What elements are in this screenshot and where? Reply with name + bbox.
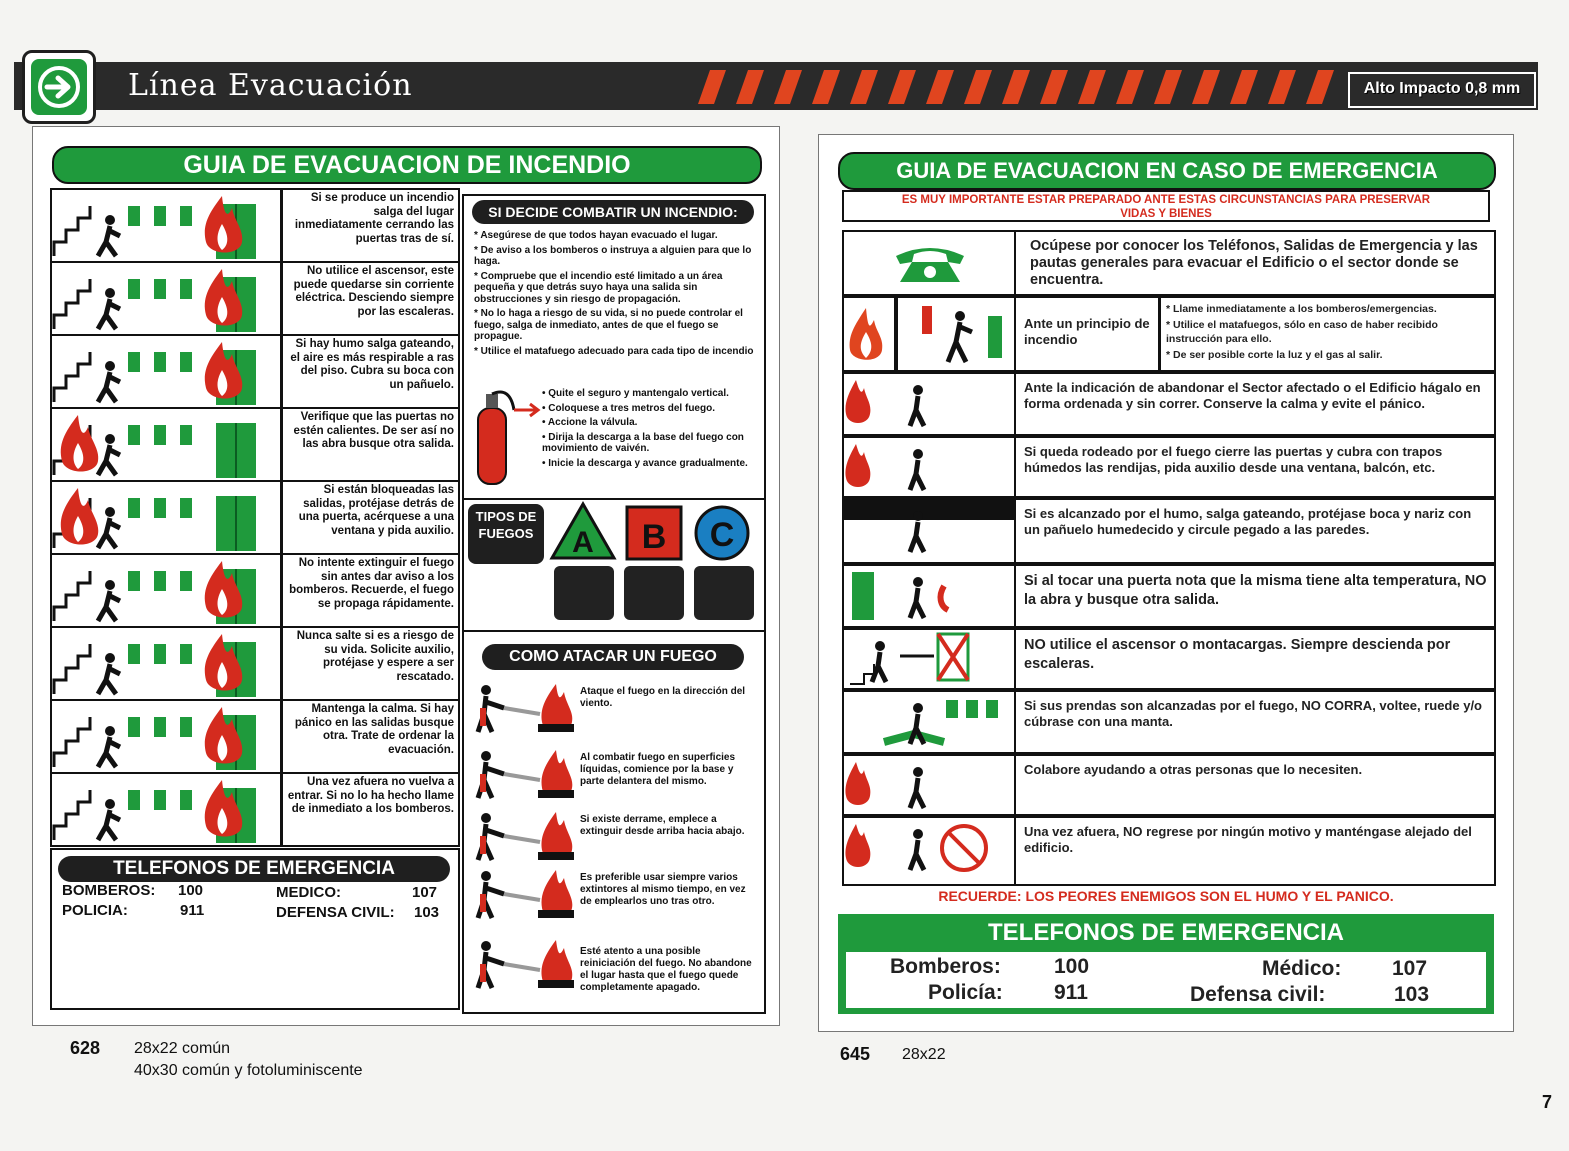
flame-icon: [846, 306, 886, 366]
combat-item-text: No lo haga a riesgo de su vida, si no puede controlar el fuego, salga de inmediato, antes de que el fuego se propague.: [474, 308, 743, 342]
right-sign-subtitle: ES MUY IMPORTANTE ESTAR PREPARADO ANTE ESTAS CIRCUNSTANCIAS PARA PRESERVAR VIDAS Y BIENES: [842, 190, 1490, 222]
phone-label-defensa: Defensa civil:: [1190, 983, 1326, 1006]
bullet-dot: •: [542, 457, 549, 469]
divider: [894, 298, 898, 370]
extinguisher-item-text: Dirija la descarga a la base del fuego con movimiento de vaivén.: [542, 431, 744, 454]
combat-item-text: Compruebe que el incendio esté limitado a un área pequeña y que detrás suyo haya una salida sin obstrucciones y sin riesgo de propagación.: [474, 270, 723, 305]
line-title: Línea Evacuación: [128, 68, 413, 103]
combat-item: [474, 271, 758, 306]
phone-label-bomberos: Bomberos:: [890, 955, 1001, 978]
right-row-text: Si sus prendas son alcanzadas por el fuego, NO CORRA, voltee, ruede y/o cúbrase con una manta.: [1024, 698, 1483, 729]
telephone-icon: [890, 242, 970, 284]
combat-item: [474, 308, 758, 343]
left-row: [50, 626, 460, 701]
fire-class-c-icon: [692, 504, 752, 562]
solid-fuel-icon: [554, 566, 614, 620]
fire-class-a-icon: [548, 500, 618, 562]
combat-item: [474, 230, 758, 242]
left-row: [50, 480, 460, 555]
left-row: [50, 407, 460, 482]
left-size-1: 28x22 común: [134, 1040, 231, 1057]
bullet-asterisk: *: [474, 244, 481, 256]
fire-start-item: * De ser posible corte la luz y el gas al salir.: [1166, 349, 1383, 361]
left-phones-title: TELEFONOS DE EMERGENCIA: [58, 856, 450, 882]
left-row: [50, 261, 460, 336]
combat-item: [474, 245, 758, 268]
right-row-pic: [844, 692, 1016, 752]
right-row-phones: [842, 230, 1496, 296]
emergency-scene-icon: [844, 566, 1014, 626]
combat-item-text: Utilice el matafuego adecuado para cada tipo de incendio: [480, 345, 754, 357]
right-row-text: Una vez afuera, NO regrese por ningún motivo y manténgase alejado del edificio.: [1024, 824, 1472, 855]
left-row-text: Si se produce un incendio salga del lugar inmediatamente cerrando las puertas tras de sí.: [294, 192, 454, 245]
evacuation-scene-icon: [52, 409, 280, 478]
extinguisher-item-text: Coloquese a tres metros del fuego.: [548, 402, 715, 414]
extinguisher-item: [542, 388, 756, 400]
evacuation-scene-icon: [52, 482, 280, 551]
extinguisher-item: [542, 417, 756, 429]
right-row-fire-start: [842, 296, 1496, 372]
phone-number-defensa: 103: [414, 904, 440, 921]
right-row-text: Colabore ayudando a otras personas que lo necesiten.: [1024, 762, 1363, 777]
left-row-pic: [52, 409, 283, 480]
fire-class-b-letter: B: [641, 518, 667, 556]
right-row: [842, 498, 1496, 564]
left-row-pic: [52, 263, 283, 334]
fire-class-b-icon: [624, 504, 684, 562]
fire-class-a-letter: A: [572, 526, 594, 559]
right-row-pic: [844, 438, 1016, 496]
left-row-pic: [52, 482, 283, 553]
left-row-text: Mantenga la calma. Si hay pánico en las salidas busque otra. Trate de ordenar la evacuación.: [294, 703, 454, 756]
fire-types-label: TIPOS DE FUEGOS: [468, 504, 544, 564]
left-row: [50, 772, 460, 847]
right-row: [842, 690, 1496, 754]
left-row-text: Si hay humo salga gateando, el aire es más respirable a ras del piso. Cubra su boca con un pañuelo.: [290, 338, 454, 391]
electrical-fire-icon: [694, 566, 754, 620]
phone-number-bomberos: 100: [178, 882, 204, 899]
evacuation-scene-icon: [52, 628, 280, 697]
phone-number-policia: 911: [180, 902, 205, 919]
phone-number-defensa: 103: [1394, 983, 1430, 1006]
extinguisher-item-text: Quite el seguro y mantengalo vertical.: [548, 388, 729, 399]
left-row-pic: [52, 774, 283, 845]
right-row-text: Ante la indicación de abandonar el Sector afectado o el Edificio hágalo en forma ordenada y sin correr. Conserve la calma y evite el pánico.: [1024, 380, 1481, 411]
emergency-scene-icon: [844, 818, 1014, 884]
attack-scene-icon: [470, 866, 576, 922]
right-row: [842, 372, 1496, 436]
right-row-pic: [844, 298, 1016, 370]
bullet-dot: •: [542, 402, 549, 414]
combat-list: [474, 230, 758, 360]
bullet-dot: •: [542, 431, 549, 443]
attack-item-text: Ataque el fuego en la dirección del viento.: [580, 686, 746, 709]
emergency-scene-icon: [844, 630, 1014, 688]
right-row-text: Ocúpese por conocer los Teléfonos, Salidas de Emergencia y las pautas generales para evacuar el Edificio o el sector donde se encuentra.: [1030, 238, 1478, 288]
fire-class-c-letter: C: [709, 516, 735, 554]
combat-item-text: Asegúrese de que todos hayan evacuado el lugar.: [480, 230, 718, 241]
exit-arrow-logo: [22, 50, 96, 124]
emergency-scene-icon: [844, 438, 1014, 496]
attack-scene-icon: [470, 936, 576, 992]
right-row: [842, 754, 1496, 816]
fire-start-label: Ante un principio de incendio: [1024, 316, 1150, 347]
phone-number-bomberos: 100: [1054, 955, 1090, 978]
evacuation-scene-icon: [52, 336, 280, 405]
bullet-asterisk: *: [474, 230, 481, 241]
right-row: [842, 628, 1496, 690]
right-row: [842, 436, 1496, 498]
phone-label-bomberos: BOMBEROS:: [62, 882, 156, 899]
left-row: [50, 188, 460, 263]
emergency-scene-icon: [844, 500, 1014, 562]
left-row-pic: [52, 628, 283, 699]
right-row: [842, 816, 1496, 886]
bullet-dot: •: [542, 388, 549, 399]
phone-label-medico: MEDICO:: [276, 884, 341, 901]
evacuation-scene-icon: [52, 555, 280, 624]
page-number: 7: [1542, 1092, 1553, 1112]
combat-item-text: De aviso a los bomberos o instruya a alguien para que lo haga.: [474, 244, 752, 267]
right-row-text: Si es alcanzado por el humo, salga gateando, protéjase boca y nariz con un pañuelo humedecido y circule pegado a las paredes.: [1024, 506, 1472, 537]
attack-item-text: Es preferible usar siempre varios extintores al mismo tiempo, en vez de emplearlos uno tras otro.: [580, 872, 746, 907]
arrow-right-icon: [37, 65, 81, 109]
extinguisher-item-text: Inicie la descarga y avance gradualmente.: [548, 457, 748, 469]
left-row-text: Una vez afuera no vuelva a entrar. Si no lo ha hecho llame de inmediato a los bomberos.: [287, 776, 454, 815]
impact-badge: Alto Impacto 0,8 mm: [1348, 72, 1536, 108]
bullet-asterisk: *: [474, 308, 481, 319]
left-row-text: No intente extinguir el fuego sin antes dar aviso a los bomberos. Recuerde, el fuego se propaga rápidamente.: [289, 557, 454, 610]
combat-title: SI DECIDE COMBATIR UN INCENDIO:: [472, 200, 754, 224]
liquid-fuel-icon: [624, 566, 684, 620]
left-product-code: 628: [70, 1038, 101, 1058]
bullet-dot: •: [542, 417, 548, 428]
left-size-2: 40x30 común y fotoluminiscente: [134, 1062, 363, 1079]
emergency-scene-icon: [844, 692, 1014, 752]
left-row-pic: [52, 555, 283, 626]
phone-number-policia: 911: [1054, 981, 1088, 1004]
attack-scene-icon: [470, 808, 576, 864]
evacuation-scene-icon: [52, 774, 280, 843]
extinguisher-item: [542, 458, 756, 470]
left-row-pic: [52, 190, 283, 261]
extinguisher-item: [542, 403, 756, 415]
right-row-pic: [844, 232, 1016, 294]
evacuation-scene-icon: [52, 263, 280, 332]
right-row-pic: [844, 818, 1016, 884]
attack-scene-icon: [470, 680, 576, 736]
right-sign-title: GUIA DE EVACUACION EN CASO DE EMERGENCIA: [838, 152, 1496, 190]
emergency-scene-icon: [844, 756, 1014, 814]
right-row-text: NO utilice el ascensor o montacargas. Siempre descienda por escaleras.: [1024, 637, 1451, 672]
phone-number-medico: 107: [1392, 957, 1428, 980]
phone-label-medico: Médico:: [1262, 957, 1342, 980]
left-row-text: Si están bloqueadas las salidas, protéjase detrás de una puerta, acérquese a una ventana y pida auxilio.: [298, 484, 454, 537]
right-phones-title: TELEFONOS DE EMERGENCIA: [987, 919, 1345, 946]
fire-start-item: * Utilice el matafuegos, sólo en caso de haber recibido instrucción para ello.: [1166, 319, 1438, 345]
left-row-pic: [52, 336, 283, 407]
right-row-text: Si queda rodeado por el fuego cierre las puertas y cubra con trapos húmedos las rendijas, pida auxilio desde una ventana, balcón, etc.: [1024, 444, 1443, 475]
remember-text: RECUERDE: LOS PEORES ENEMIGOS SON EL HUMO Y EL PANICO.: [938, 888, 1394, 904]
right-size: 28x22: [902, 1046, 946, 1063]
bullet-asterisk: *: [474, 345, 481, 357]
fire-extinguisher-icon: [470, 386, 542, 490]
left-row: [50, 699, 460, 774]
combat-item: [474, 346, 758, 358]
bullet-asterisk: *: [474, 270, 481, 282]
fire-start-item: * Llame inmediatamente a los bomberos/emergencias.: [1166, 303, 1437, 315]
left-row-text: Verifique que las puertas no estén calientes. De ser así no las abra busque otra salida.: [293, 411, 454, 450]
attack-item-text: Si existe derrame, emplece a extinguir desde arriba hacia abajo.: [580, 814, 745, 837]
evacuation-scene-icon: [52, 190, 280, 259]
fire-start-items: [1166, 302, 1490, 364]
left-row: [50, 334, 460, 409]
left-row: [50, 553, 460, 628]
extinguisher-item: [542, 432, 756, 455]
right-row-text: Si al tocar una puerta nota que la misma tiene alta temperatura, NO la abra y busque otra salida.: [1024, 573, 1487, 608]
attack-title: COMO ATACAR UN FUEGO: [482, 644, 744, 670]
left-row-text: Nunca salte si es a riesgo de su vida. Solicite auxilio, protéjase y espere a ser rescatado.: [296, 630, 454, 683]
phone-number-medico: 107: [412, 884, 438, 901]
phone-label-policia: POLICIA:: [62, 902, 128, 919]
evacuation-scene-icon: [52, 701, 280, 770]
attack-scene-icon: [470, 746, 576, 802]
right-product-code: 645: [840, 1044, 871, 1064]
left-row-pic: [52, 701, 283, 772]
right-row-pic: [844, 374, 1016, 434]
right-row-pic: [844, 500, 1016, 562]
person-extinguisher-icon: [908, 302, 1008, 366]
phone-label-defensa: DEFENSA CIVIL:: [276, 904, 395, 921]
right-row-pic: [844, 630, 1016, 688]
emergency-scene-icon: [844, 374, 1014, 434]
attack-item-text: Al combatir fuego en superficies líquidas, comience por la base y parte delantera del mismo.: [580, 752, 736, 787]
right-row-pic: [844, 756, 1016, 814]
hazard-stripes: [690, 70, 1340, 104]
right-row-pic: [844, 566, 1016, 626]
extinguisher-item-text: Accione la válvula.: [547, 417, 638, 428]
left-sign-title: GUIA DE EVACUACION DE INCENDIO: [52, 146, 762, 184]
attack-item-text: Esté atento a una posible reiniciación del fuego. No abandone el lugar hasta que el fuego quede completamente apagado.: [580, 946, 752, 993]
extinguisher-list: [542, 388, 756, 472]
left-row-text: No utilice el ascensor, este puede quedarse sin corriente eléctrica. Desciendo siempre por las escaleras.: [293, 265, 454, 318]
phone-label-policia: Policía:: [928, 981, 1003, 1004]
divider: [1158, 298, 1161, 370]
right-row: [842, 564, 1496, 628]
